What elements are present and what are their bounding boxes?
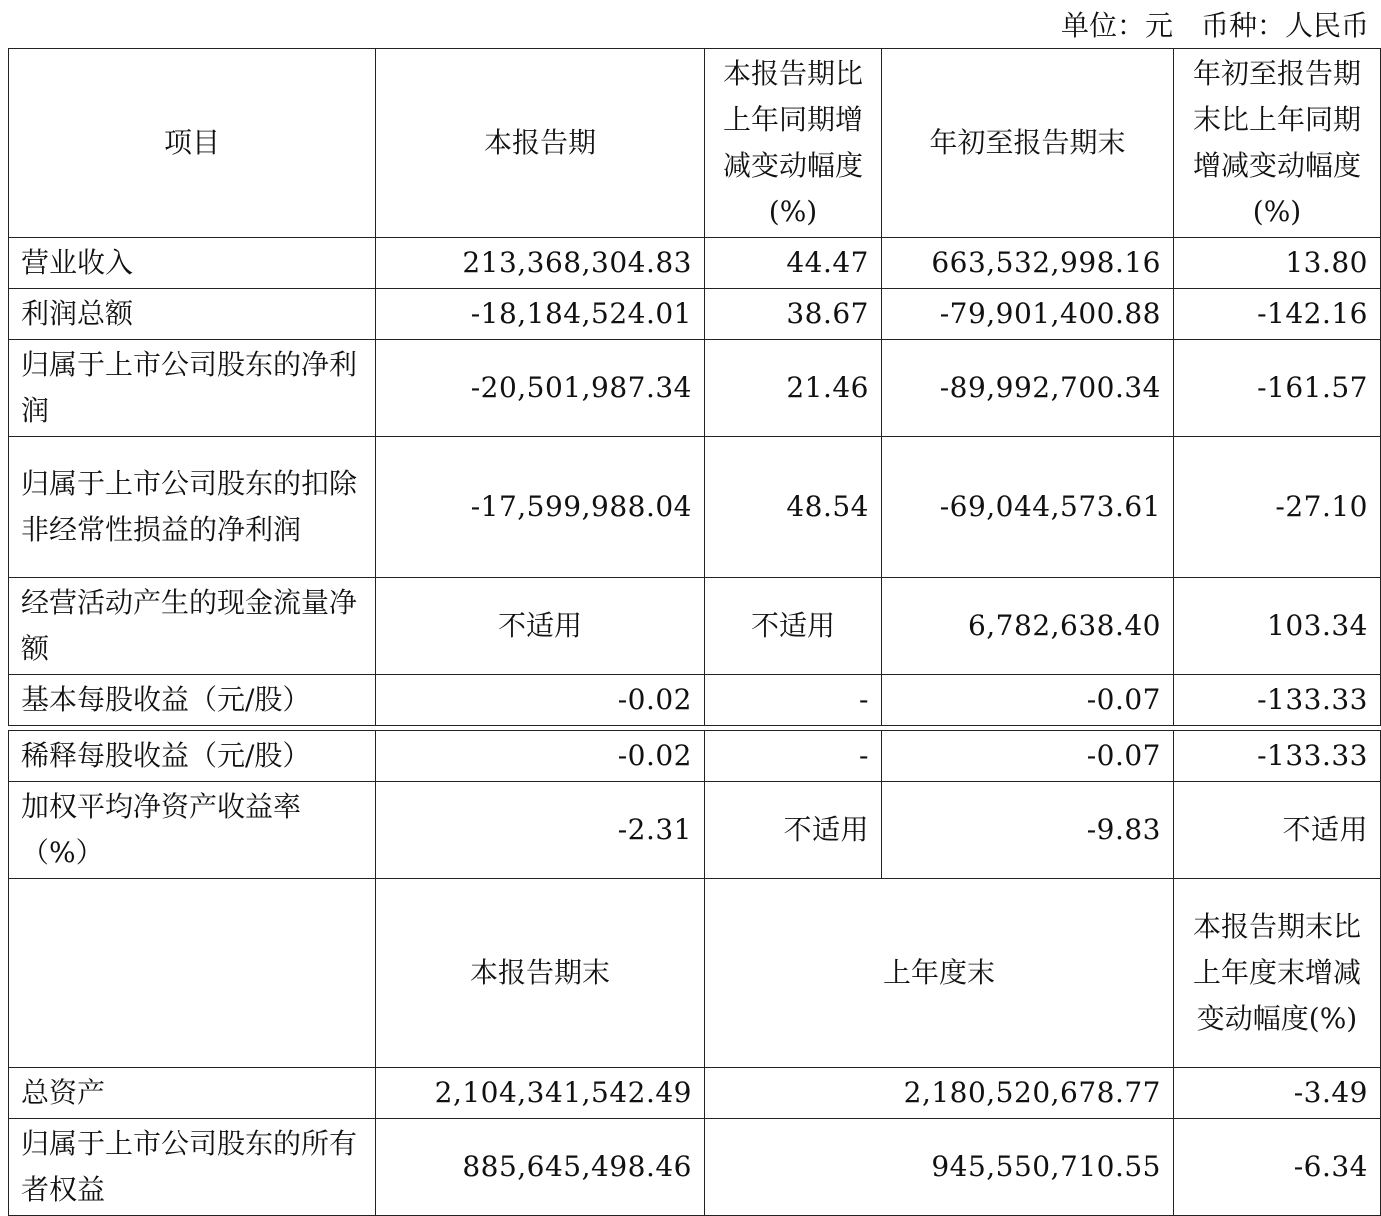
- ytd-change-value: 13.80: [1174, 238, 1381, 289]
- row-label: 营业收入: [9, 238, 376, 289]
- ytd-change-value: -27.10: [1174, 437, 1381, 578]
- ytd-change-value: 103.34: [1174, 578, 1381, 675]
- ytd-change-value: 不适用: [1174, 782, 1381, 879]
- header-ytd-change: 年初至报告期末比上年同期增减变动幅度(%): [1174, 49, 1381, 238]
- header-ytd: 年初至报告期末: [882, 49, 1174, 238]
- row-label: 加权平均净资产收益率（%）: [9, 782, 376, 879]
- ytd-value: -0.07: [882, 731, 1174, 782]
- current-value: 213,368,304.83: [376, 238, 705, 289]
- table-row: [9, 437, 1381, 578]
- balance-header-empty: [9, 879, 376, 1068]
- current-change-value: 44.47: [705, 238, 882, 289]
- period-end-value: 885,645,498.46: [376, 1119, 705, 1216]
- header-prior-year-end: 上年度末: [705, 879, 1174, 1068]
- table-row: [9, 731, 1381, 782]
- ytd-change-value: -133.33: [1174, 675, 1381, 726]
- header-current-change: 本报告期比上年同期增减变动幅度(%): [705, 49, 882, 238]
- table-row: [9, 782, 1381, 879]
- row-label: 归属于上市公司股东的扣除非经常性损益的净利润: [9, 437, 376, 578]
- ytd-value: -69,044,573.61: [882, 437, 1174, 578]
- current-value: -0.02: [376, 731, 705, 782]
- current-change-value: 48.54: [705, 437, 882, 578]
- ytd-value: -9.83: [882, 782, 1174, 879]
- ytd-value: -89,992,700.34: [882, 340, 1174, 437]
- ytd-value: 6,782,638.40: [882, 578, 1174, 675]
- row-label: 基本每股收益（元/股）: [9, 675, 376, 726]
- ytd-value: 663,532,998.16: [882, 238, 1174, 289]
- table-row: [9, 289, 1381, 340]
- current-change-value: 不适用: [705, 578, 882, 675]
- unit-currency-note: 单位：元 币种：人民币: [1060, 9, 1369, 42]
- row-label: 归属于上市公司股东的所有者权益: [9, 1119, 376, 1216]
- balance-change-value: -3.49: [1174, 1068, 1381, 1119]
- current-value: -20,501,987.34: [376, 340, 705, 437]
- current-change-value: -: [705, 731, 882, 782]
- table-row: [9, 340, 1381, 437]
- row-label: 归属于上市公司股东的净利润: [9, 340, 376, 437]
- ytd-change-value: -133.33: [1174, 731, 1381, 782]
- ytd-value: -0.07: [882, 675, 1174, 726]
- current-value: 不适用: [376, 578, 705, 675]
- header-current-period: 本报告期: [376, 49, 705, 238]
- current-change-value: -: [705, 675, 882, 726]
- financial-data-table: [8, 48, 1381, 1216]
- ytd-value: -79,901,400.88: [882, 289, 1174, 340]
- current-change-value: 38.67: [705, 289, 882, 340]
- row-label: 利润总额: [9, 289, 376, 340]
- current-change-value: 不适用: [705, 782, 882, 879]
- header-period-end: 本报告期末: [376, 879, 705, 1068]
- current-value: -18,184,524.01: [376, 289, 705, 340]
- balance-header-row: [9, 879, 1381, 1068]
- period-end-value: 2,104,341,542.49: [376, 1068, 705, 1119]
- current-change-value: 21.46: [705, 340, 882, 437]
- row-label: 经营活动产生的现金流量净额: [9, 578, 376, 675]
- table-row: [9, 578, 1381, 675]
- table-header-row: [9, 49, 1381, 238]
- table-row: [9, 1119, 1381, 1216]
- row-label: 总资产: [9, 1068, 376, 1119]
- prior-year-end-value: 2,180,520,678.77: [705, 1068, 1174, 1119]
- current-value: -2.31: [376, 782, 705, 879]
- row-label: 稀释每股收益（元/股）: [9, 731, 376, 782]
- table-row: [9, 1068, 1381, 1119]
- table-row: [9, 238, 1381, 289]
- balance-change-value: -6.34: [1174, 1119, 1381, 1216]
- header-item: 项目: [9, 49, 376, 238]
- ytd-change-value: -161.57: [1174, 340, 1381, 437]
- ytd-change-value: -142.16: [1174, 289, 1381, 340]
- prior-year-end-value: 945,550,710.55: [705, 1119, 1174, 1216]
- header-balance-change: 本报告期末比上年度末增减变动幅度(%): [1174, 879, 1381, 1068]
- table-row: [9, 675, 1381, 726]
- current-value: -0.02: [376, 675, 705, 726]
- current-value: -17,599,988.04: [376, 437, 705, 578]
